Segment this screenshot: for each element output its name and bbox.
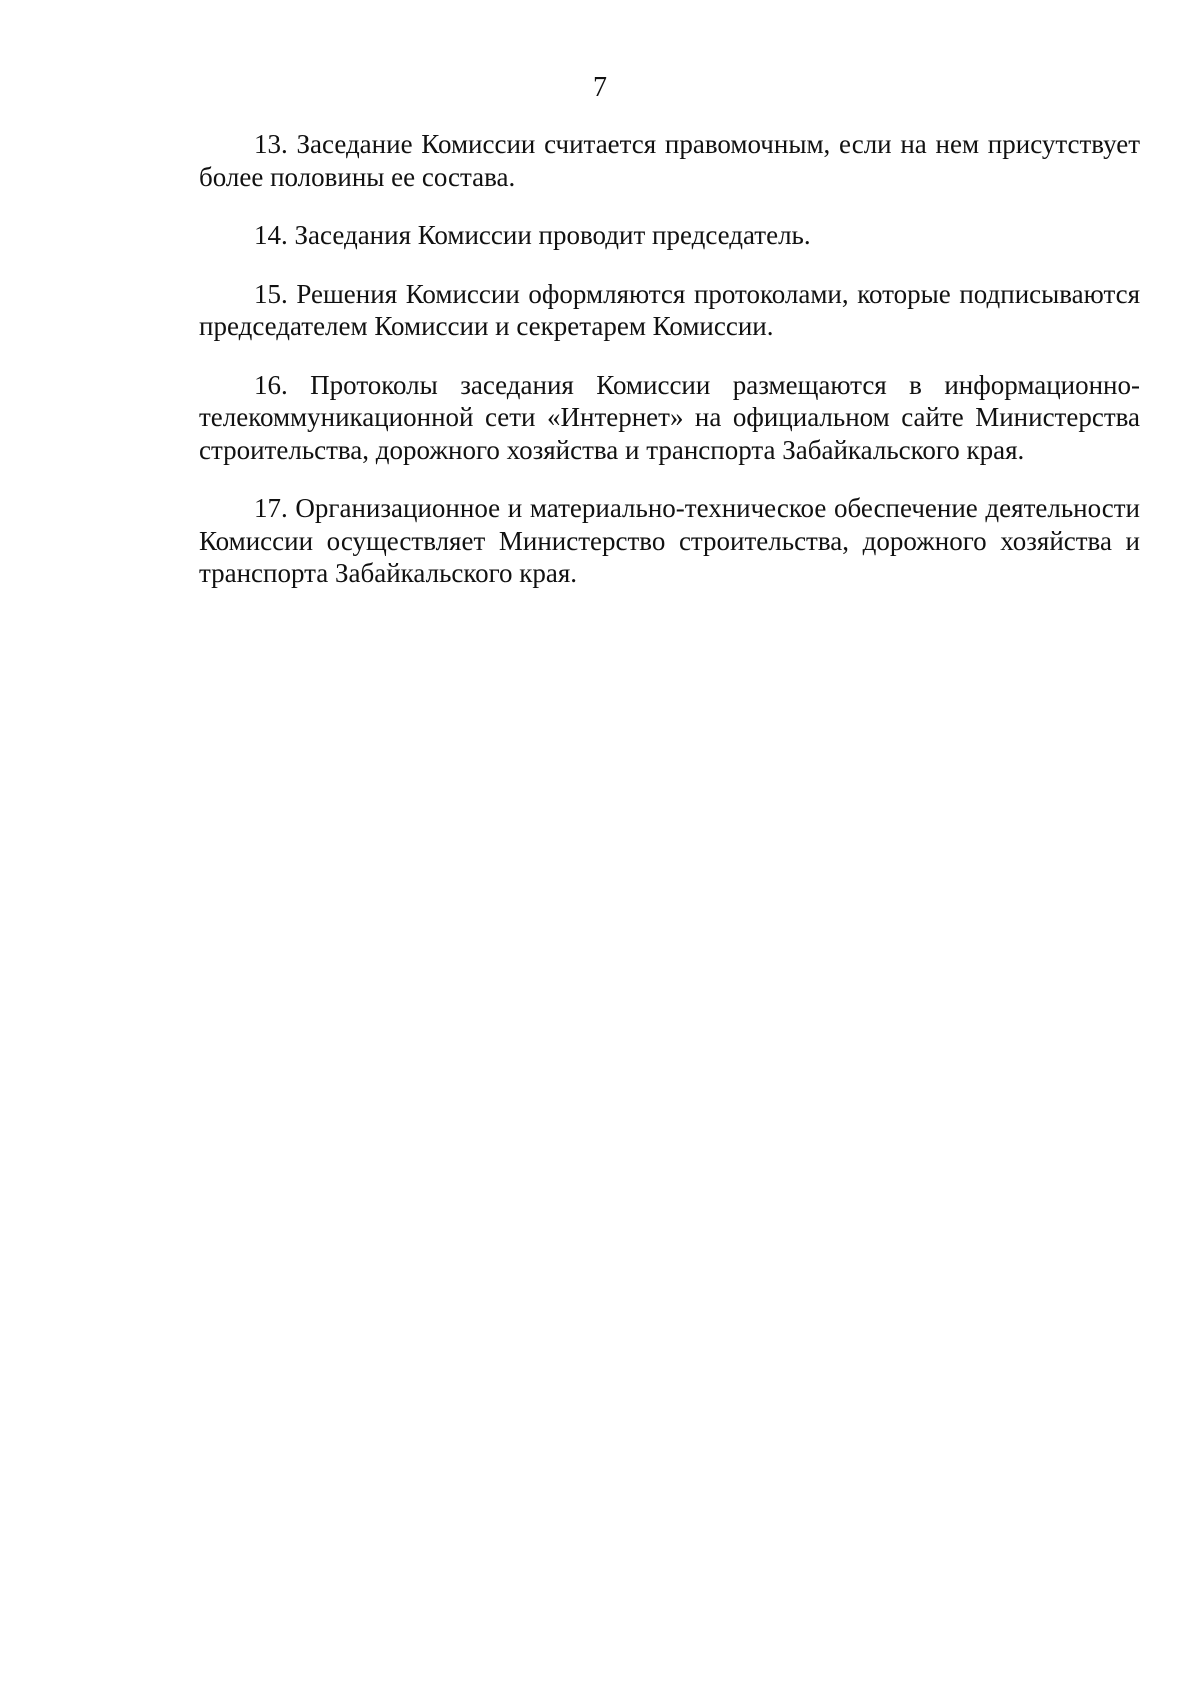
paragraph-15: 15. Решения Комиссии оформляются протоколами, которые подписываются председателем Комиссии и секретарем Комиссии. xyxy=(199,278,1140,341)
paragraph-14: 14. Заседания Комиссии проводит председатель. xyxy=(254,220,811,250)
document-body xyxy=(199,128,1140,616)
paragraph-16: 16. Протоколы заседания Комиссии размещаются в информационно-телекоммуникационной сети «Интернет» на официальном сайте Министерства строительства, дорожного хозяйства и транспорта Забайкальского края. xyxy=(199,369,1140,465)
paragraph-13: 13. Заседание Комиссии считается правомочным, если на нем присутствует более половины ее состава. xyxy=(199,129,1140,192)
paragraph-17: 17. Организационное и материально-техническое обеспечение деятельности Комиссии осуществляет Министерство строительства, дорожного хозяйства и транспорта Забайкальского края. xyxy=(199,493,1140,588)
page-number: 7 xyxy=(593,72,607,103)
